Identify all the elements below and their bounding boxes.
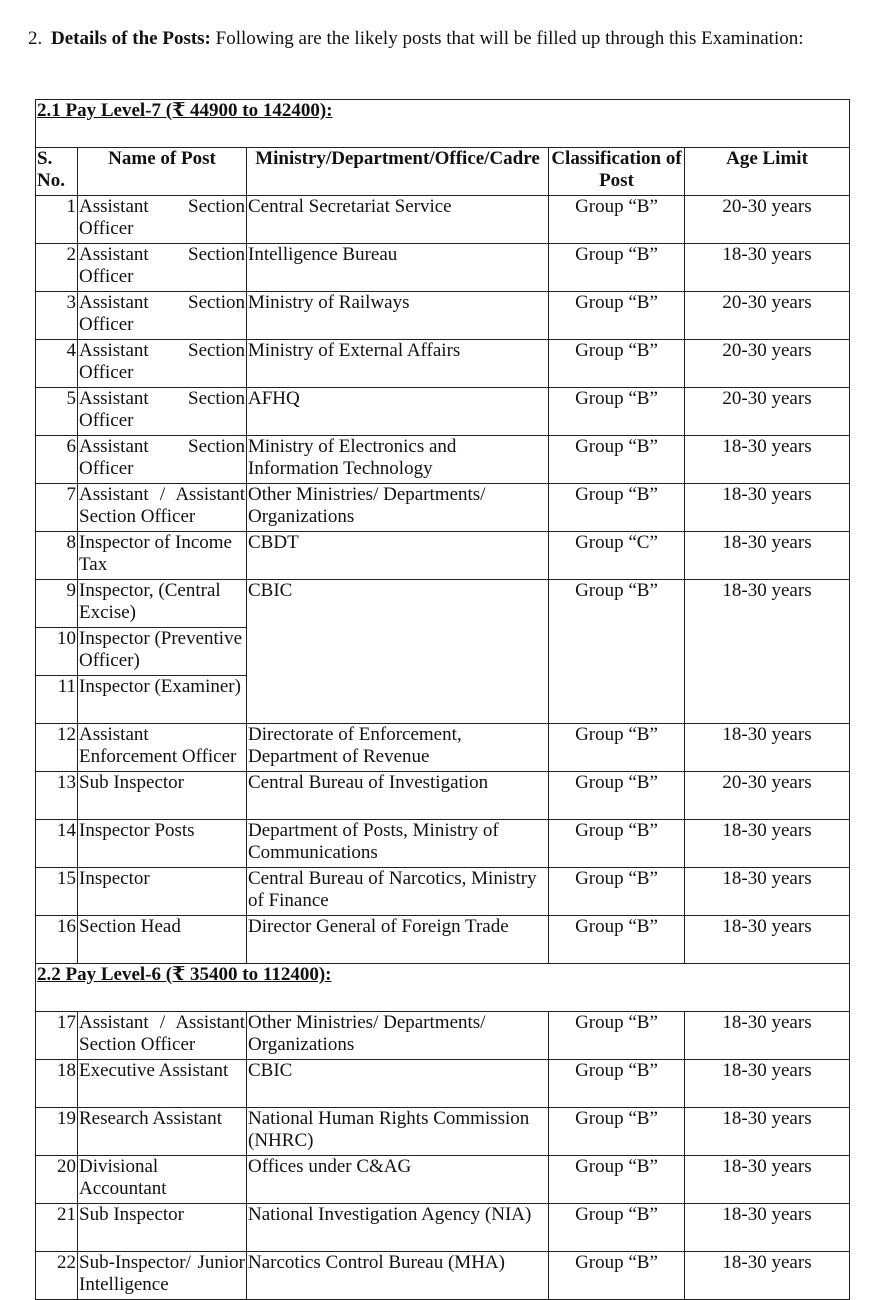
row-age: 18-30 years [685,1108,850,1156]
row-classification: Group “B” [549,916,685,964]
row-sno: 17 [36,1012,78,1060]
row-ministry: Intelligence Bureau [247,244,549,292]
table-row [36,868,850,916]
table-row [36,436,850,484]
row-ministry: Ministry of Railways [247,292,549,340]
row-classification: Group “B” [549,1012,685,1060]
pay-level-7-title: 2.1 Pay Level-7 (₹ 44900 to 142400): [36,100,850,148]
row-classification: Group “B” [549,724,685,772]
row-sno: 13 [36,772,78,820]
row-sno: 21 [36,1204,78,1252]
header-post: Name of Post [78,148,247,196]
row-post: Sub Inspector [78,772,247,820]
row-age: 20-30 years [685,292,850,340]
row-age: 20-30 years [685,388,850,436]
row-age: 20-30 years [685,340,850,388]
section-heading: Details of the Posts: [51,28,211,49]
row-ministry: Narcotics Control Bureau (MHA) [247,1252,549,1300]
header-classification: Classification of Post [549,148,685,196]
table-row [36,1252,850,1300]
row-ministry: CBDT [247,532,549,580]
row-sno: 5 [36,388,78,436]
row-age: 18-30 years [685,244,850,292]
table-row [36,580,850,628]
row-sno: 19 [36,1108,78,1156]
table-row [36,340,850,388]
header-ministry: Ministry/Department/Office/Cadre [247,148,549,196]
table-row [36,1156,850,1204]
row-age: 18-30 years [685,1012,850,1060]
intro-text: Following are the likely posts that will be filled up through this Examination: [215,28,804,49]
table-row [36,1204,850,1252]
row-sno: 12 [36,724,78,772]
row-classification: Group “B” [549,1252,685,1300]
row-classification: Group “B” [549,1060,685,1108]
row-post: Research Assistant [78,1108,247,1156]
row-post: Sub-Inspector/ Junior Intelligence [78,1252,247,1300]
row-classification: Group “B” [549,436,685,484]
row-ministry: Other Ministries/ Departments/ Organizations [247,484,549,532]
table-row [36,292,850,340]
row-sno: 14 [36,820,78,868]
row-sno: 6 [36,436,78,484]
row-post: Divisional Accountant [78,1156,247,1204]
row-sno: 18 [36,1060,78,1108]
row-classification: Group “C” [549,532,685,580]
row-age: 18-30 years [685,916,850,964]
row-sno: 20 [36,1156,78,1204]
row-post: Section Head [78,916,247,964]
table-row [36,916,850,964]
row-classification: Group “B” [549,820,685,868]
row-classification: Group “B” [549,292,685,340]
row-age: 18-30 years [685,532,850,580]
row-ministry: Other Ministries/ Departments/ Organizations [247,1012,549,1060]
table-row [36,388,850,436]
table-row [36,820,850,868]
row-classification: Group “B” [549,580,685,724]
row-age: 18-30 years [685,580,850,724]
row-sno: 10 [36,628,78,676]
section-title-row [36,100,850,148]
row-ministry: Central Bureau of Narcotics, Ministry of Finance [247,868,549,916]
row-post: Inspector (Examiner) [78,676,247,724]
row-sno: 8 [36,532,78,580]
row-post: Assistant Section Officer [78,292,247,340]
row-post: Inspector of Income Tax [78,532,247,580]
row-classification: Group “B” [549,388,685,436]
table-row [36,724,850,772]
row-classification: Group “B” [549,1204,685,1252]
row-classification: Group “B” [549,1156,685,1204]
posts-table [35,99,850,1300]
row-post: Assistant Section Officer [78,340,247,388]
table-row [36,1012,850,1060]
row-sno: 22 [36,1252,78,1300]
row-age: 18-30 years [685,1252,850,1300]
row-sno: 2 [36,244,78,292]
row-age: 18-30 years [685,724,850,772]
row-post: Sub Inspector [78,1204,247,1252]
row-sno: 9 [36,580,78,628]
row-ministry: CBIC [247,580,549,724]
row-post: Executive Assistant [78,1060,247,1108]
row-post: Inspector (Preventive Officer) [78,628,247,676]
row-classification: Group “B” [549,772,685,820]
row-classification: Group “B” [549,1108,685,1156]
table-row [36,244,850,292]
row-ministry: National Investigation Agency (NIA) [247,1204,549,1252]
row-sno: 7 [36,484,78,532]
table-row [36,1060,850,1108]
row-age: 20-30 years [685,196,850,244]
row-ministry: Central Bureau of Investigation [247,772,549,820]
row-sno: 11 [36,676,78,724]
row-ministry: Director General of Foreign Trade [247,916,549,964]
row-age: 18-30 years [685,1156,850,1204]
row-ministry: National Human Rights Commission (NHRC) [247,1108,549,1156]
row-sno: 4 [36,340,78,388]
row-post: Inspector Posts [78,820,247,868]
row-post: Assistant Section Officer [78,436,247,484]
row-post: Assistant Section Officer [78,196,247,244]
header-sno: S. No. [36,148,78,196]
row-ministry: Ministry of External Affairs [247,340,549,388]
row-post: Assistant / Assistant Section Officer [78,484,247,532]
row-sno: 15 [36,868,78,916]
row-ministry: AFHQ [247,388,549,436]
row-classification: Group “B” [549,484,685,532]
row-post: Assistant Section Officer [78,244,247,292]
row-ministry: Department of Posts, Ministry of Communications [247,820,549,868]
row-classification: Group “B” [549,244,685,292]
row-age: 20-30 years [685,772,850,820]
row-ministry: CBIC [247,1060,549,1108]
row-classification: Group “B” [549,868,685,916]
section-title-row [36,964,850,1012]
row-age: 18-30 years [685,484,850,532]
header-age: Age Limit [685,148,850,196]
row-age: 18-30 years [685,436,850,484]
row-classification: Group “B” [549,340,685,388]
row-age: 18-30 years [685,820,850,868]
row-post: Inspector, (Central Excise) [78,580,247,628]
row-classification: Group “B” [549,196,685,244]
table-row [36,1108,850,1156]
row-age: 18-30 years [685,1060,850,1108]
row-ministry: Directorate of Enforcement, Department of Revenue [247,724,549,772]
row-sno: 1 [36,196,78,244]
row-sno: 3 [36,292,78,340]
row-ministry: Offices under C&AG [247,1156,549,1204]
table-row [36,196,850,244]
section-number: 2. [28,28,43,49]
row-post: Assistant / Assistant Section Officer [78,1012,247,1060]
row-post: Assistant Section Officer [78,388,247,436]
table-row [36,772,850,820]
intro-paragraph [28,28,848,50]
row-post: Assistant Enforcement Officer [78,724,247,772]
table-row [36,484,850,532]
row-ministry: Ministry of Electronics and Information Technology [247,436,549,484]
row-ministry: Central Secretariat Service [247,196,549,244]
pay-level-6-title: 2.2 Pay Level-6 (₹ 35400 to 112400): [36,964,850,1012]
row-age: 18-30 years [685,868,850,916]
row-post: Inspector [78,868,247,916]
table-row [36,532,850,580]
table-header-row [36,148,850,196]
row-sno: 16 [36,916,78,964]
row-age: 18-30 years [685,1204,850,1252]
